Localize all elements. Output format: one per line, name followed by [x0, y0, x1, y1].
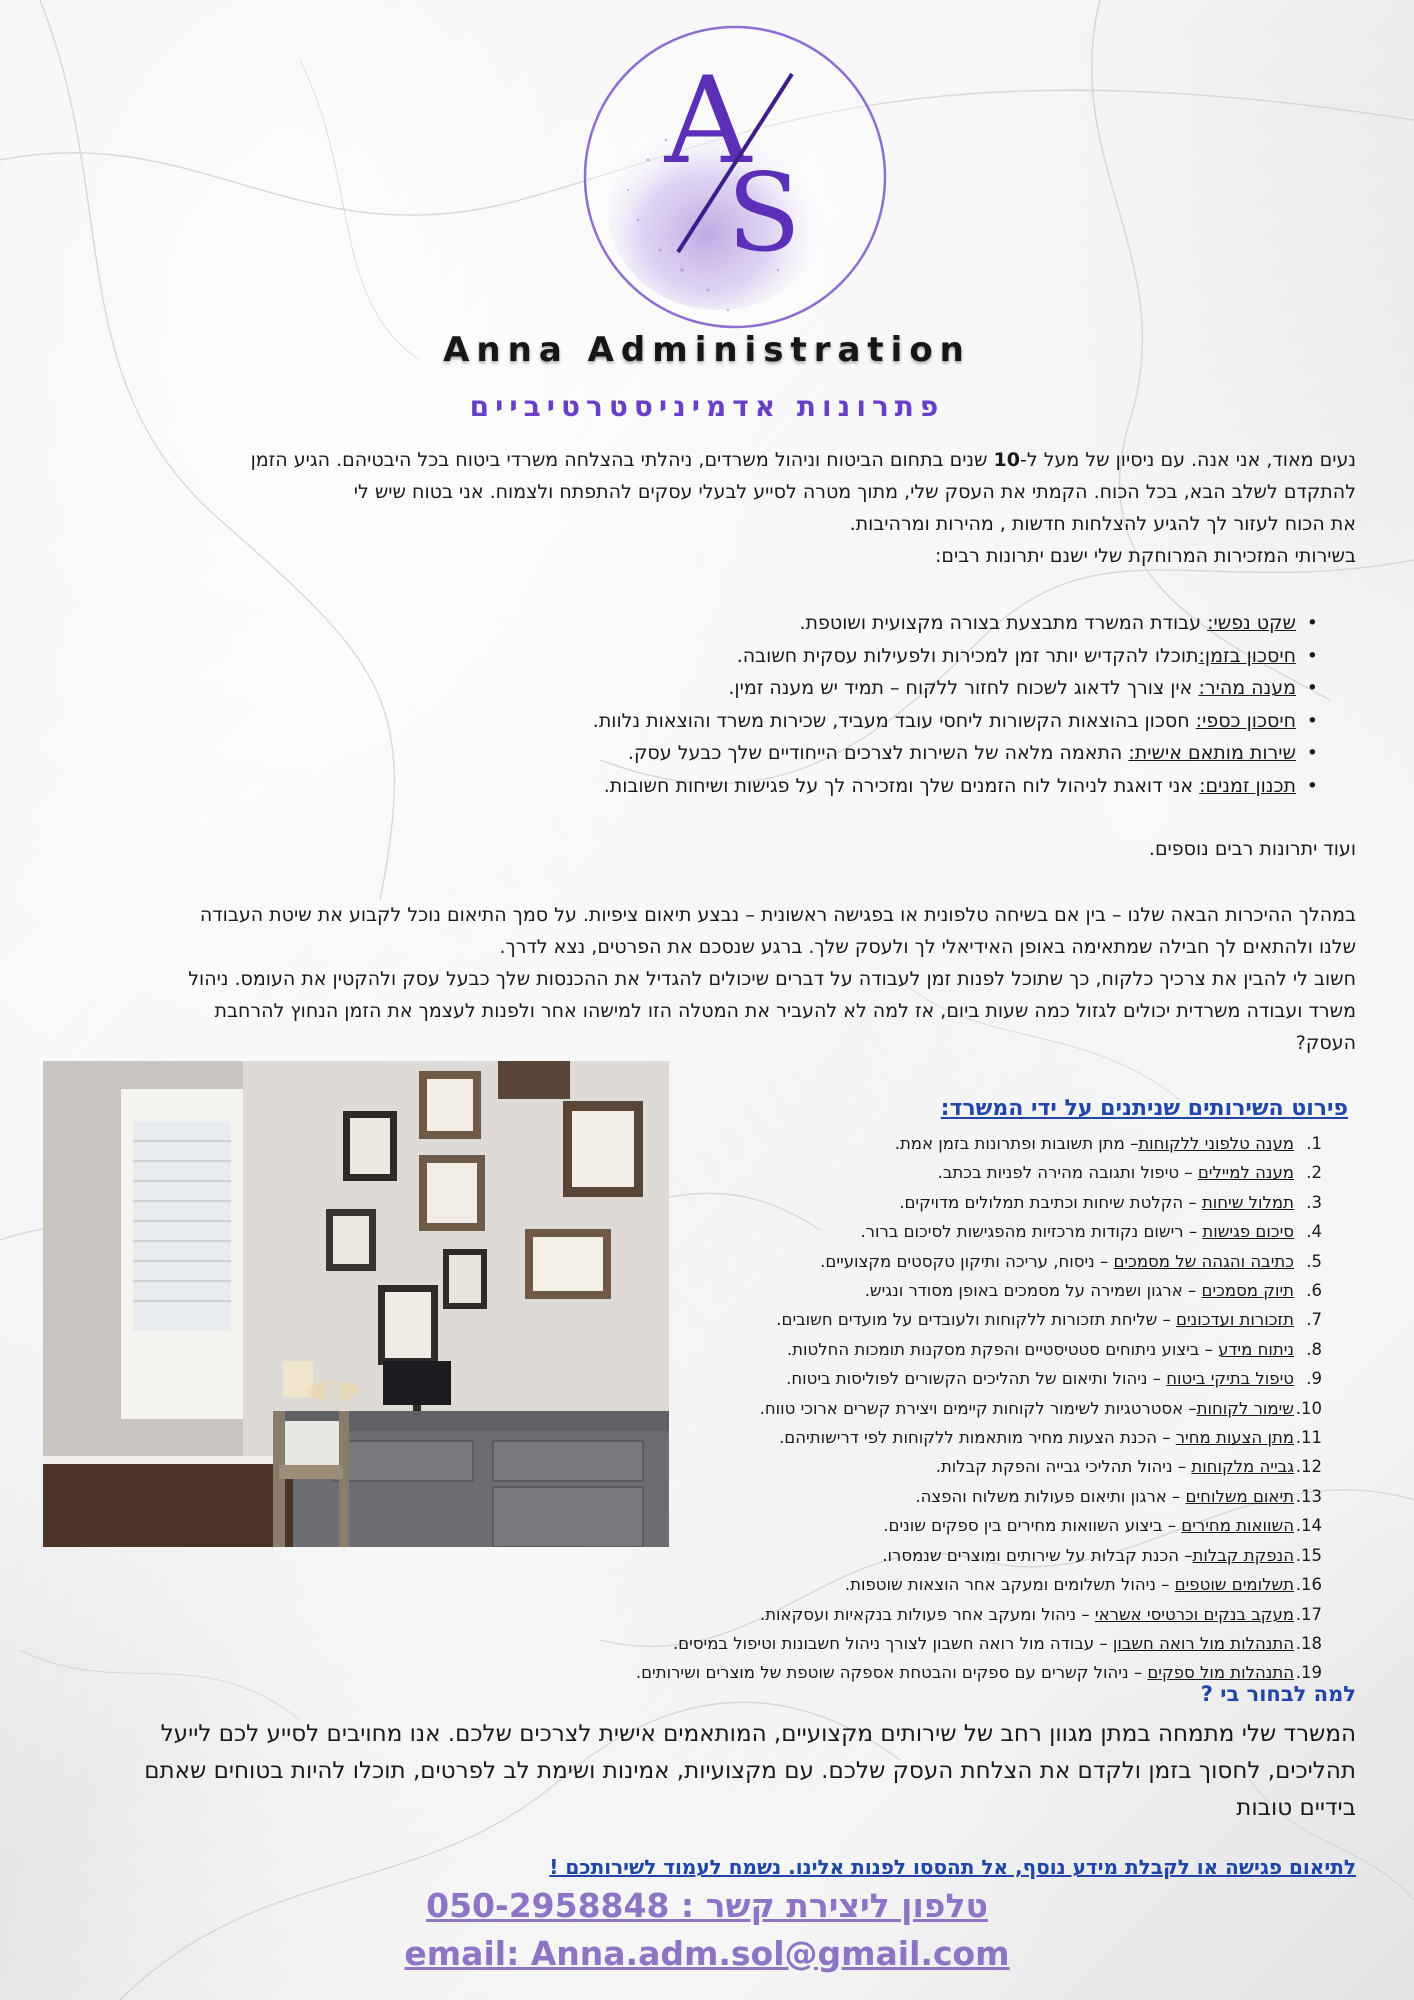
intro-paragraph: [16, 444, 1356, 572]
benefit-item: • שירות מותאם אישית: התאמה מלאה של השירות לצרכים הייחודיים שלך כבעל עסק.: [68, 737, 1318, 770]
home-office-photo: [43, 1061, 669, 1547]
service-item: 10. שימור לקוחות– אסטרטגיות לשימור לקוחות קיימים ויצירת קשרים ארוכי טווח.: [759, 1398, 1322, 1418]
service-item: 5. כתיבה והגהה של מסמכים – ניסוח, עריכה ותיקון טקסטים מקצועיים.: [820, 1251, 1322, 1271]
benefit-item: • תכנון זמנים: אני דואגת לניהול לוח הזמנים שלך ומזכירה לך על פגישות ושיחות חשובות.: [68, 770, 1318, 803]
service-item: 6. תיוק מסמכים – ארגון ושמירה על מסמכים באופן מסודר ונגיש.: [864, 1281, 1322, 1301]
service-item: 9. טיפול בתיקי ביטוח – ניהול ותיאום של תהליכים הקשורים לפוליסות ביטוח.: [786, 1369, 1322, 1389]
why-title: למה לבחור בי ?: [1200, 1682, 1356, 1706]
phone-label: טלפון ליצירת קשר :: [669, 1886, 988, 1925]
logo-letter-s: S: [727, 151, 801, 276]
why-line: המשרד שלי מתמחה במתן מגוון רחב של שירותים מקצועיים, המותאמים אישית לצרכים שלכם. אנו מחויבים לסייע לכם לייעל: [160, 1721, 1356, 1747]
phone-link[interactable]: [0, 1886, 1414, 1925]
service-item: 13. תיאום משלוחים – ארגון ותיאום פעולות משלוח והפצה.: [915, 1486, 1322, 1506]
service-item: 18. התנהלות מול רואה חשבון – עבודה מול רואה חשבון לצורך ניהול חשבונות וטיפול במיסים.: [672, 1633, 1322, 1653]
process-line: שלנו ולהתאים לך חבילה שמתאימה באופן האידיאלי לך ולעסק שלך. ברגע שנסכם את הפרטים, נצא לדרך.: [499, 936, 1356, 958]
services-title: פירוט השירותים שניתנים על ידי המשרד:: [940, 1096, 1348, 1121]
process-line: במהלך ההיכרות הבאה שלנו – בין אם בשיחה טלפונית או בפגישה ראשונית – נבצע תיאום ציפיות. על סמך התיאום נוכל לקבוע את שיטת העבודה: [199, 904, 1356, 926]
intro-line-2: להתקדם לשלב הבא, בכל הכוח. הקמתי את העסק שלי, מתוך מטרה לסייע לבעלי עסקים להתפתח ולצמוח. אני בטוח שיש לי: [353, 481, 1356, 503]
service-item: 19. התנהלות מול ספקים – ניהול קשרים עם ספקים והבטחת אספקה שוטפת של מוצרים ושירותים.: [635, 1663, 1322, 1683]
service-item: 2. מענה למיילים – טיפול ותגובה מהירה לפניות בכתב.: [937, 1163, 1322, 1183]
why-line: בידיים טובות: [1236, 1795, 1356, 1821]
service-item: 17. מעקב בנקים וכרטיסי אשראי – ניהול ומעקב אחר פעולות בנקאיות ועסקאות.: [759, 1604, 1322, 1624]
benefit-item: • חיסכון בזמן:תוכלו להקדיש יותר זמן למכירות ולפעילות עסקית חשובה.: [68, 640, 1318, 673]
why-paragraph: [36, 1716, 1356, 1827]
brand-logo: [578, 20, 892, 334]
service-item: 14. השוואות מחירים – ביצוע השוואות מחירים בין ספקים שונים.: [883, 1516, 1322, 1536]
benefit-item: • חיסכון כספי: חסכון בהוצאות הקשורות ליחסי עובד מעביד, שכירות משרד והוצאות נלוות.: [68, 705, 1318, 738]
phone-number: 050-2958848: [426, 1886, 670, 1925]
service-item: 15. הנפקת קבלות– הכנת קבלות על שירותים ומוצרים שנמסרו.: [882, 1545, 1322, 1565]
benefits-list: [68, 607, 1318, 802]
process-paragraph: [16, 899, 1356, 1059]
benefit-item: • שקט נפשי: עבודת המשרד מתבצעת בצורה מקצועית ושוטפת.: [68, 607, 1318, 640]
benefit-item: • מענה מהיר: אין צורך לדאוג לשכוח לחזור ללקוח – תמיד יש מענה זמין.: [68, 672, 1318, 705]
logo-letter-a: A: [664, 52, 752, 191]
services-list: [582, 1129, 1322, 1688]
intro-line-1: נעים מאוד, אני אנה. עם ניסיון של מעל ל-10 שנים בתחום הביטוח וניהול משרדים, ניהלתי בהצלחה משרדי ביטוח בכל היבטיהם. הגיע הזמן: [250, 449, 1356, 471]
process-line: חשוב לי להבין את צרכיך כלקוח, כך שתוכל לפנות זמן לעבודה על דברים שיכולים להגדיל את ההכנסות שלך כבעל עסק ולהקטין את העומס. ניהול: [188, 968, 1356, 990]
service-item: 3. תמלול שיחות – הקלטת שיחות וכתיבת תמלולים מדויקים.: [899, 1192, 1322, 1212]
brand-tagline: פתרונות אדמיניסטרטיביים: [469, 390, 945, 423]
service-item: 11. מתן הצעות מחיר – הכנת הצעות מחיר מותאמות ללקוחות לפי דרישותיהם.: [779, 1428, 1322, 1448]
process-line: משרד ועבודה משרדית יכולים לגזול כמה שעות ביום, אז למה לא להעביר את המטלה הזו למישהו אחר ולפנות לעצמך את הזמן הנחוץ להרחבת: [214, 1000, 1356, 1022]
service-item: 1. מענה טלפוני ללקוחות– מתן תשובות ופתרונות בזמן אמת.: [894, 1134, 1322, 1153]
service-item: 4. סיכום פגישות – רישום נקודות מרכזיות מהפגישות לסיכום ברור.: [860, 1222, 1322, 1242]
brand-name: Anna Administration: [443, 330, 971, 370]
service-item: 7. תזכורות ועדכונים – שליחת תזכורות ללקוחות ולעובדים על מועדים חשובים.: [776, 1310, 1322, 1330]
service-item: 12. גבייה מלקוחות – ניהול תהליכי גבייה והפקת קבלות.: [935, 1457, 1322, 1477]
intro-line-4: בשירותי המזכירות המרוחקת שלי ישנם יתרונות רבים:: [934, 545, 1356, 567]
process-line: העסק?: [1295, 1032, 1356, 1054]
service-item: 16. תשלומים שוטפים – ניהול תשלומים ומעקב אחר הוצאות שוטפות.: [844, 1575, 1322, 1595]
service-item: 8. ניתוח מידע – ביצוע ניתוחים סטטיסטיים והפקת מסקנות תומכות החלטות.: [786, 1339, 1322, 1359]
email-link[interactable]: email: Anna.adm.sol@gmail.com: [404, 1934, 1010, 1973]
more-benefits: ועוד יתרונות רבים נוספים.: [1148, 838, 1356, 860]
why-line: תהליכים, לחסוך בזמן ולקדם את הצלחת העסק שלכם. עם מקצועיות, אמינות ושימת לב לפרטים, תוכלו להיות בטוחים שאתם: [144, 1758, 1356, 1784]
intro-line-3: את הכוח לעזור לך להגיע להצלחות חדשות , מהירות ומרהיבות.: [849, 513, 1356, 535]
contact-cta-link[interactable]: לתיאום פגישה או לקבלת מידע נוסף, אל תהססו לפנות אלינו. נשמח לעמוד לשירותכם !: [549, 1855, 1356, 1879]
